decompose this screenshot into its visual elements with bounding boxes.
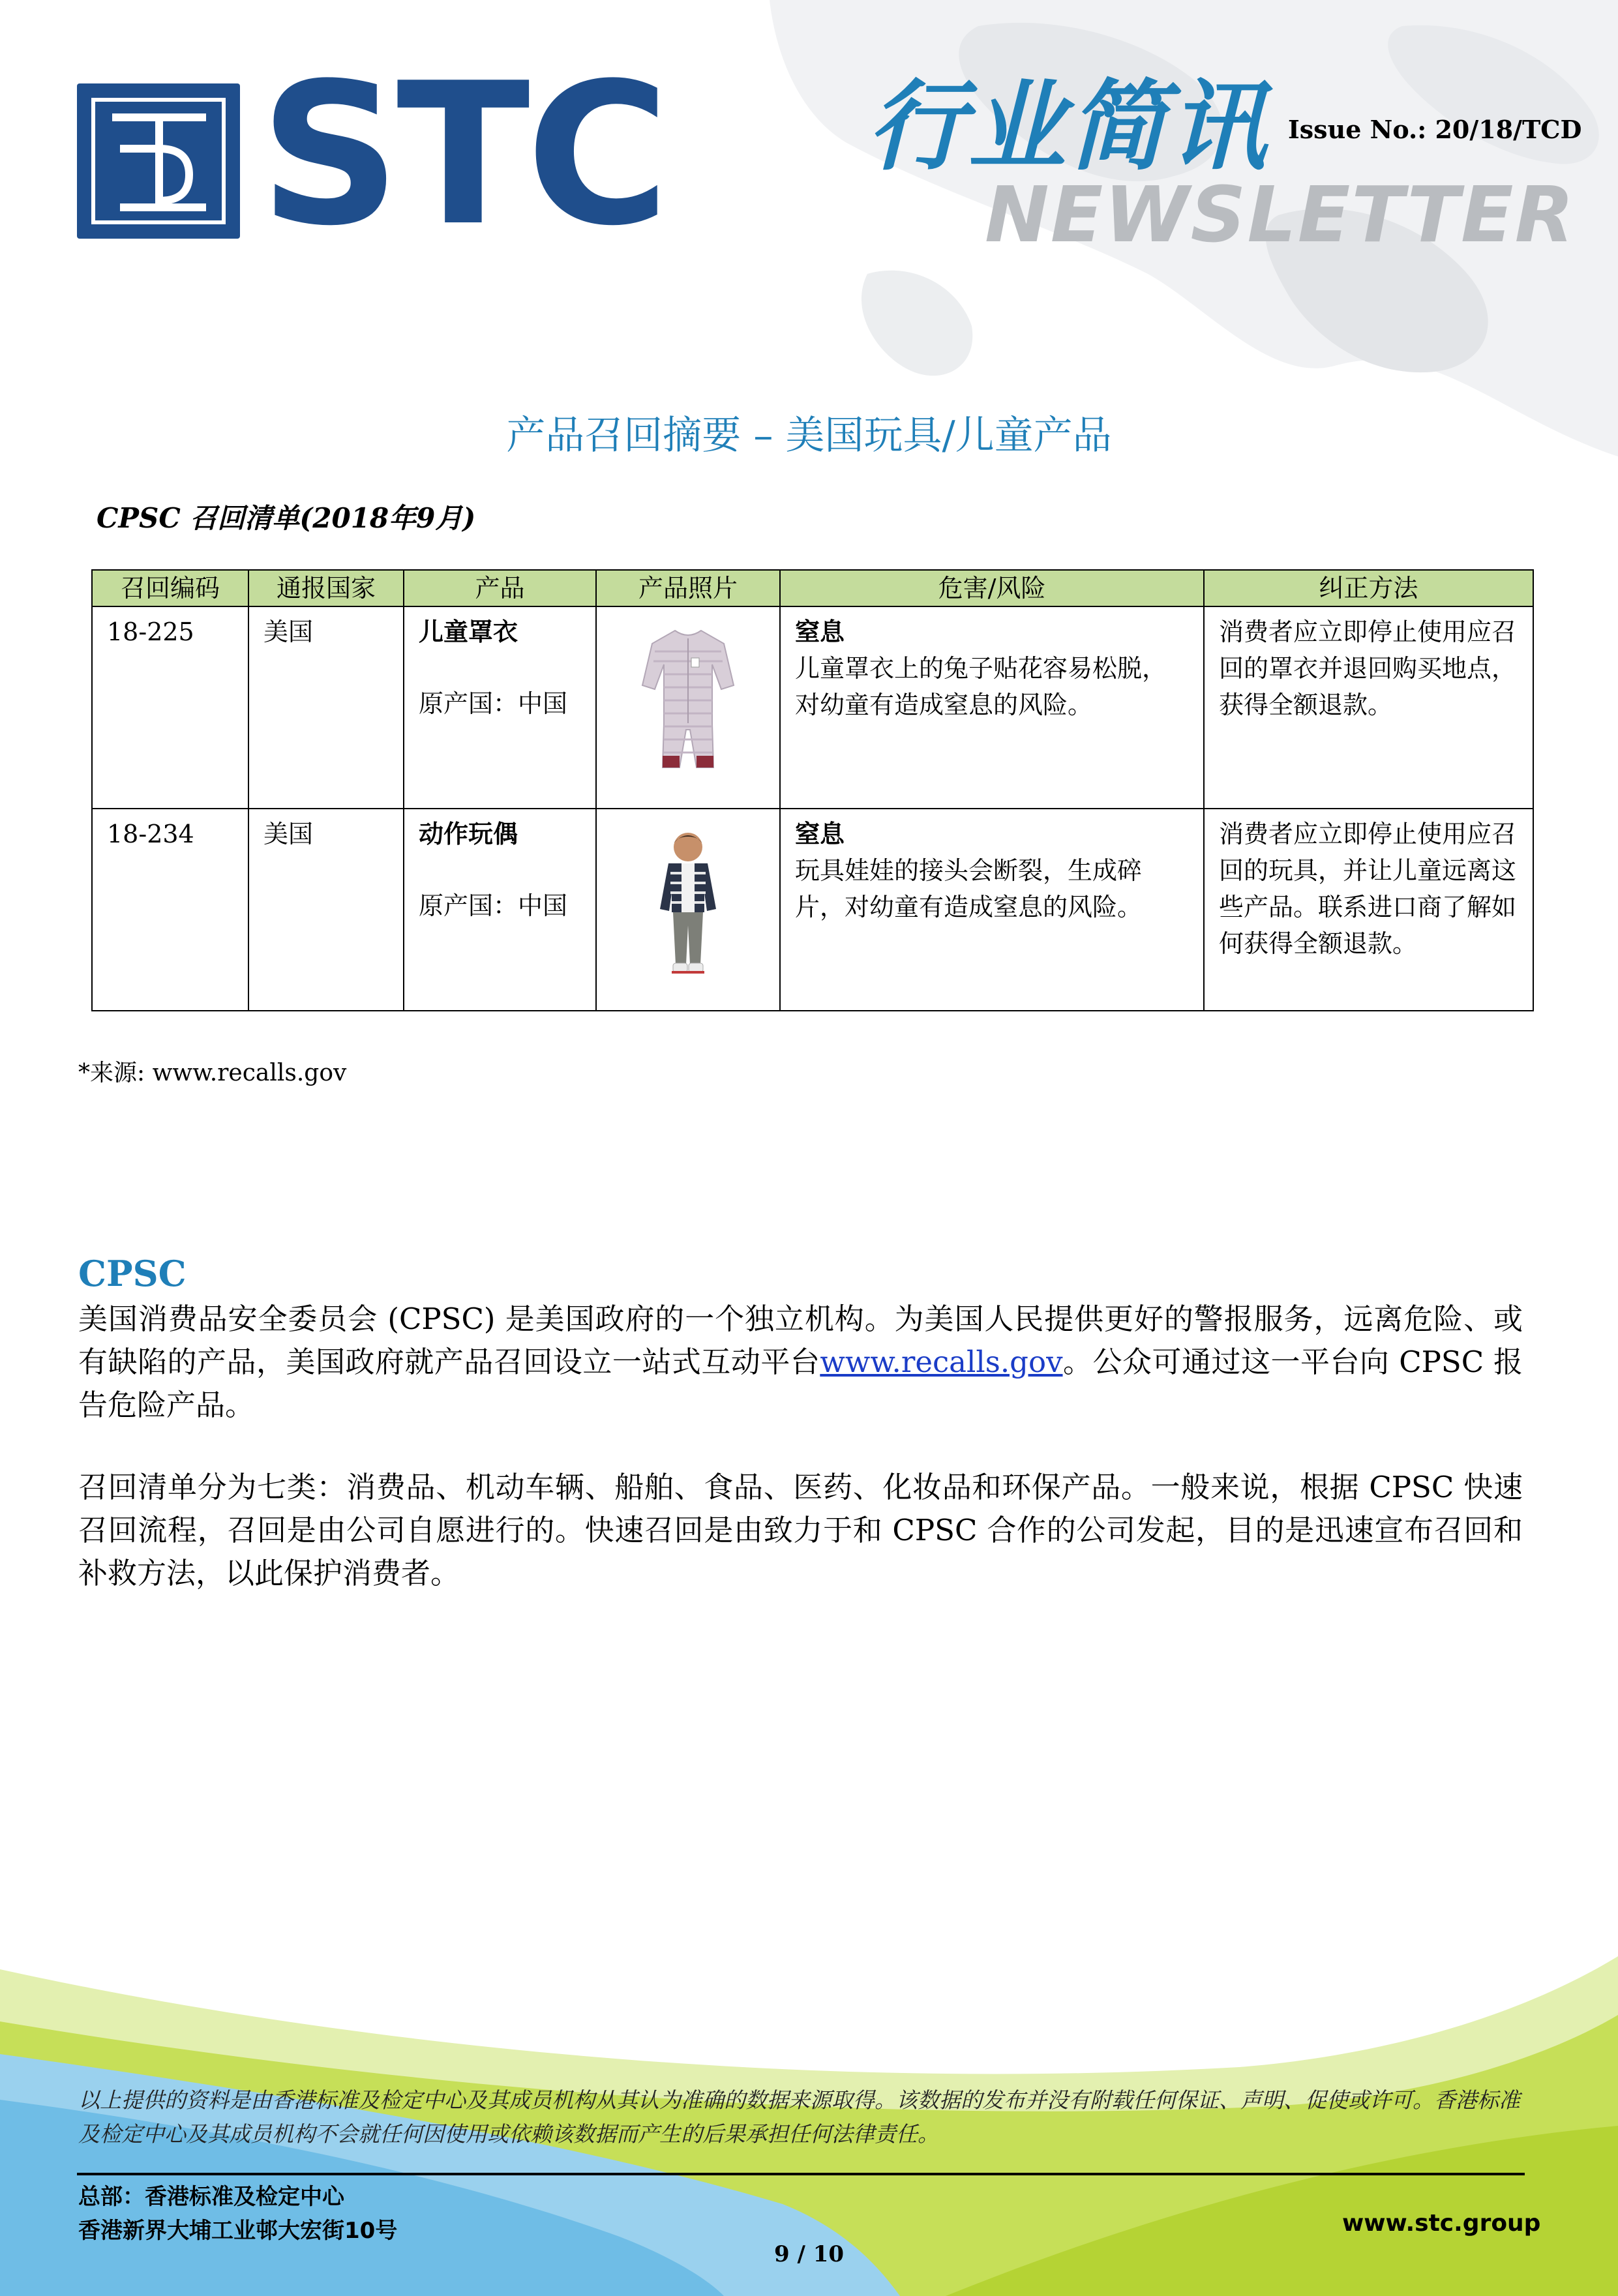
remedy: 消费者应立即停止使用应召回的玩具，并让儿童远离这些产品。联系进口商了解如何获得全额退款。: [1204, 809, 1533, 1011]
header-recall-code: 召回编码: [92, 570, 248, 606]
website-link[interactable]: www.stc.group: [1342, 2210, 1541, 2237]
newsletter-title-cn: 行业简讯: [867, 70, 1270, 184]
hazard-cell: [780, 809, 1204, 1011]
header-remedy: 纠正方法: [1204, 570, 1533, 606]
issue-number: Issue No.: 20/18/TCD: [1288, 115, 1582, 144]
header-hazard: 危害/风险: [780, 570, 1204, 606]
cpsc-paragraph-1-text-b: 。公众可通过这一平台向 CPSC 报告危险产品。: [78, 1345, 1523, 1422]
cpsc-paragraph-1: [78, 1298, 1523, 1427]
table-row: [92, 809, 1533, 1011]
recall-code: 18-234: [92, 809, 248, 1011]
product-name: 儿童罩衣: [419, 617, 518, 646]
product-cell: [404, 606, 596, 809]
product-name: 动作玩偶: [419, 819, 518, 848]
recalls-gov-link[interactable]: www.recalls.gov: [820, 1345, 1063, 1379]
table-header-row: [92, 570, 1533, 606]
product-photo-cell: [596, 809, 780, 1011]
header-product: 产品: [404, 570, 596, 606]
baby-romper-photo: [639, 625, 737, 775]
product-origin: 原产国：中国: [419, 689, 568, 718]
hq-line-1: 总部：香港标准及检定中心: [78, 2184, 344, 2210]
hazard-description: 儿童罩衣上的兔子贴花容易松脱，对幼童有造成窒息的风险。: [795, 654, 1167, 719]
stc-logo-text: STC: [260, 41, 666, 269]
page-number: 9 / 10: [773, 2241, 845, 2267]
product-cell: [404, 809, 596, 1011]
hazard-description: 玩具娃娃的接头会断裂，生成碎片，对幼童有造成窒息的风险。: [795, 856, 1143, 921]
product-origin: 原产国：中国: [419, 891, 568, 920]
cpsc-paragraph-2: 召回清单分为七类：消费品、机动车辆、船舶、食品、医药、化妆品和环保产品。一般来说，根据 CPSC 快速召回流程，召回是由公司自愿进行的。快速召回是由致力于和 CPSC 合作的公司发起，目的是迅速宣布召回和补救方法，以此保护消费者。: [78, 1470, 1523, 1590]
headquarters-address: [78, 2180, 397, 2248]
hazard-name: 窒息: [795, 819, 845, 848]
page-title: 产品召回摘要 – 美国玩具/儿童产品: [506, 413, 1112, 458]
hazard-cell: [780, 606, 1204, 809]
cpsc-paragraph-1-text-a: 美国消费品安全委员会 (CPSC) 是美国政府的一个独立机构。为美国人民提供更好的警报服务，远离危险、或有缺陷的产品，美国政府就产品召回设立一站式互动平台: [78, 1302, 1523, 1379]
source-note: *来源: www.recalls.gov: [78, 1060, 347, 1086]
header-product-photo: 产品照片: [596, 570, 780, 606]
hazard-name: 窒息: [795, 617, 845, 646]
footer-divider: [77, 2173, 1525, 2175]
country: 美国: [248, 606, 404, 809]
recall-code: 18-225: [92, 606, 248, 809]
stc-logo-glyph-icon: [104, 110, 214, 214]
cpsc-heading: CPSC: [78, 1253, 187, 1294]
table-row: [92, 606, 1533, 809]
recall-table: [91, 569, 1534, 1011]
remedy: 消费者应立即停止使用应召回的罩衣并退回购买地点，获得全额退款。: [1204, 606, 1533, 809]
hq-line-2: 香港新界大埔工业邨大宏街10号: [78, 2218, 398, 2244]
disclaimer: 以上提供的资料是由香港标准及检定中心及其成员机构从其认为准确的数据来源取得。该数据的发布并没有附载任何保证、声明、促使或许可。香港标准及检定中心及其成员机构不会就任何因使用或依赖该数据而产生的后果承担任何法律责任。: [78, 2087, 1520, 2147]
product-photo-cell: [596, 606, 780, 809]
recall-list-subtitle: CPSC 召回清单(2018年9月): [97, 502, 476, 534]
header-country: 通报国家: [248, 570, 404, 606]
newsletter-title-en: NEWSLETTER: [985, 170, 1576, 260]
action-doll-photo: [652, 827, 724, 977]
country: 美国: [248, 809, 404, 1011]
